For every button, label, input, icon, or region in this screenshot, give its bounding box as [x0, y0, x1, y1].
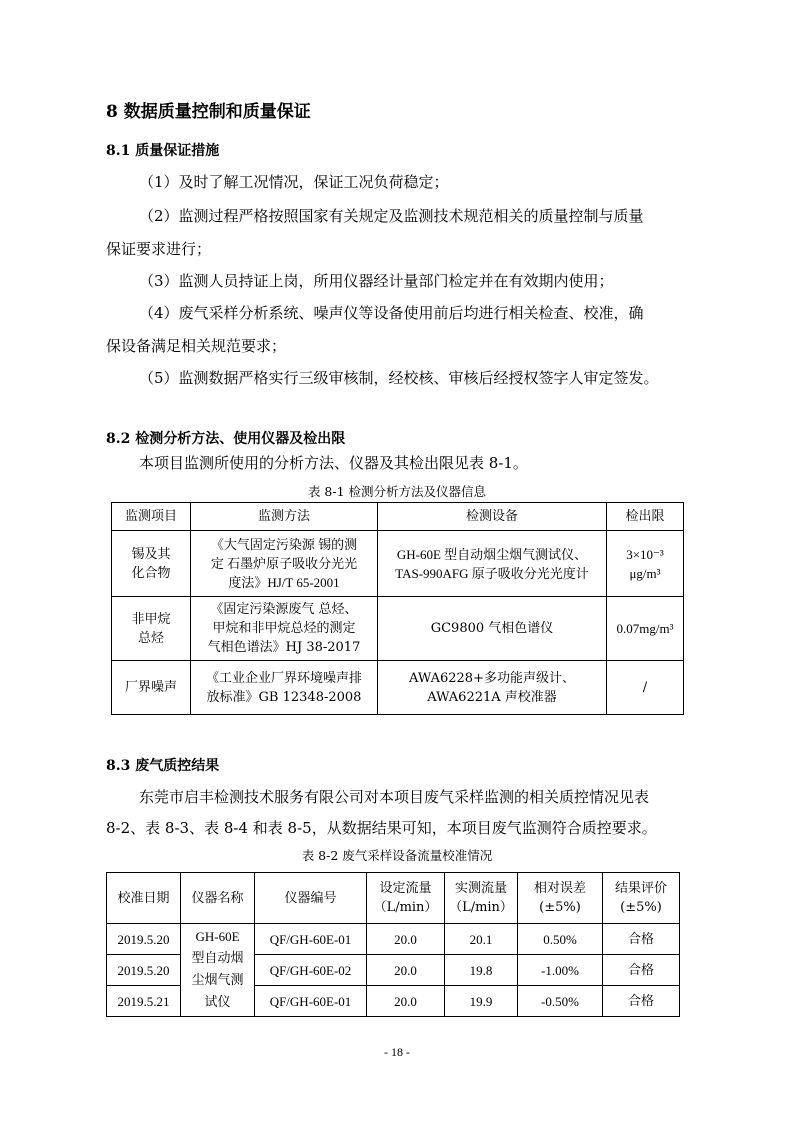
header-cell: 实测流量 （L/min） [445, 873, 518, 924]
header-cell: 结果评价 (±5%) [603, 873, 680, 924]
table-header-row [107, 873, 680, 924]
qc-paragraph-line-2: 8-2、表 8-3、表 8-4 和表 8-5，从数据结果可知，本项目废气监测符合质控要求。 [106, 819, 657, 837]
method-cell: 《工业企业厂界环境噪声排 放标准》GB 12348-2008 [191, 661, 378, 715]
table-row [112, 661, 684, 715]
table-header-row [112, 503, 684, 531]
table-8-1-caption: 表 8-1 检测分析方法及仪器信息 [307, 484, 487, 499]
instrument-id-cell: QF/GH-60E-01 [255, 986, 367, 1017]
instrument-id-cell: QF/GH-60E-02 [255, 955, 367, 986]
header-cell: 检出限 [607, 503, 684, 531]
method-cell: 《固定污染源废气 总烃、 甲烷和非甲烷总烃的测定 气相色谱法》HJ 38-2017 [191, 597, 378, 661]
actual-flow-cell: 19.8 [445, 955, 518, 986]
limit-cell: 0.07mg/m³ [607, 597, 684, 661]
measure-line-2-cont: 保证要求进行； [106, 240, 212, 258]
device-cell: AWA6228+多功能声级计、 AWA6221A 声校准器 [378, 661, 607, 715]
item-cell: 厂界噪声 [112, 661, 191, 715]
subsection-8-2-title: 8.2 检测分析方法、使用仪器及检出限 [106, 431, 346, 447]
limit-cell: / [607, 661, 684, 715]
measure-line-1: （1）及时了解工况情况，保证工况负荷稳定； [139, 173, 449, 191]
relative-error-cell: 0.50% [518, 924, 603, 955]
limit-cell: 3×10⁻³ μg/m³ [607, 531, 684, 597]
item-cell: 非甲烷 总烃 [112, 597, 191, 661]
evaluation-cell: 合格 [603, 955, 680, 986]
instrument-id-cell: QF/GH-60E-01 [255, 924, 367, 955]
subsection-8-3-title: 8.3 废气质控结果 [106, 758, 220, 774]
measure-line-2: （2）监测过程严格按照国家有关规定及监测技术规范相关的质量控制与质量 [139, 207, 644, 225]
qc-paragraph-line-1: 东莞市启丰检测技术服务有限公司对本项目废气采样监测的相关质控情况见表 [139, 788, 650, 806]
date-cell: 2019.5.21 [107, 986, 181, 1017]
table-8-2-caption: 表 8-2 废气采样设备流量校准情况 [301, 848, 493, 863]
date-cell: 2019.5.20 [107, 955, 181, 986]
table-row [112, 531, 684, 597]
header-cell: 校准日期 [107, 873, 181, 924]
relative-error-cell: -1.00% [518, 955, 603, 986]
actual-flow-cell: 19.9 [445, 986, 518, 1017]
date-cell: 2019.5.20 [107, 924, 181, 955]
table-8-1 [111, 502, 684, 715]
page-number: - 18 - [384, 1045, 410, 1059]
device-cell: GH-60E 型自动烟尘烟气测试仪、 TAS-990AFG 原子吸收分光光度计 [378, 531, 607, 597]
set-flow-cell: 20.0 [367, 924, 445, 955]
table-row [112, 597, 684, 661]
subsection-8-2-intro: 本项目监测所使用的分析方法、仪器及其检出限见表 8-1。 [139, 454, 528, 472]
table-8-2 [106, 872, 680, 1017]
section-title: 8 数据质量控制和质量保证 [106, 102, 311, 122]
evaluation-cell: 合格 [603, 924, 680, 955]
item-cell: 锡及其 化合物 [112, 531, 191, 597]
set-flow-cell: 20.0 [367, 955, 445, 986]
measure-line-4: （4）废气采样分析系统、噪声仪等设备使用前后均进行相关检查、校准，确 [139, 304, 644, 322]
header-cell: 相对误差 (±5%) [518, 873, 603, 924]
header-cell: 监测项目 [112, 503, 191, 531]
measure-line-4-cont: 保设备满足相关规范要求； [106, 337, 287, 355]
header-cell: 仪器名称 [181, 873, 255, 924]
device-cell: GC9800 气相色谱仪 [378, 597, 607, 661]
evaluation-cell: 合格 [603, 986, 680, 1017]
actual-flow-cell: 20.1 [445, 924, 518, 955]
table-row [107, 924, 680, 955]
set-flow-cell: 20.0 [367, 986, 445, 1017]
measure-line-5: （5）监测数据严格实行三级审核制，经校核、审核后经授权签字人审定签发。 [139, 369, 659, 387]
relative-error-cell: -0.50% [518, 986, 603, 1017]
header-cell: 监测方法 [191, 503, 378, 531]
header-cell: 检测设备 [378, 503, 607, 531]
instrument-name-cell: GH-60E 型自动烟 尘烟气测 试仪 [181, 924, 255, 1017]
header-cell: 仪器编号 [255, 873, 367, 924]
measure-line-3: （3）监测人员持证上岗，所用仪器经计量部门检定并在有效期内使用； [139, 272, 614, 290]
method-cell: 《大气固定污染源 锡的测 定 石墨炉原子吸收分光光 度法》HJ/T 65-2001 [191, 531, 378, 597]
subsection-8-1-title: 8.1 质量保证措施 [106, 143, 220, 159]
header-cell: 设定流量 （L/min） [367, 873, 445, 924]
